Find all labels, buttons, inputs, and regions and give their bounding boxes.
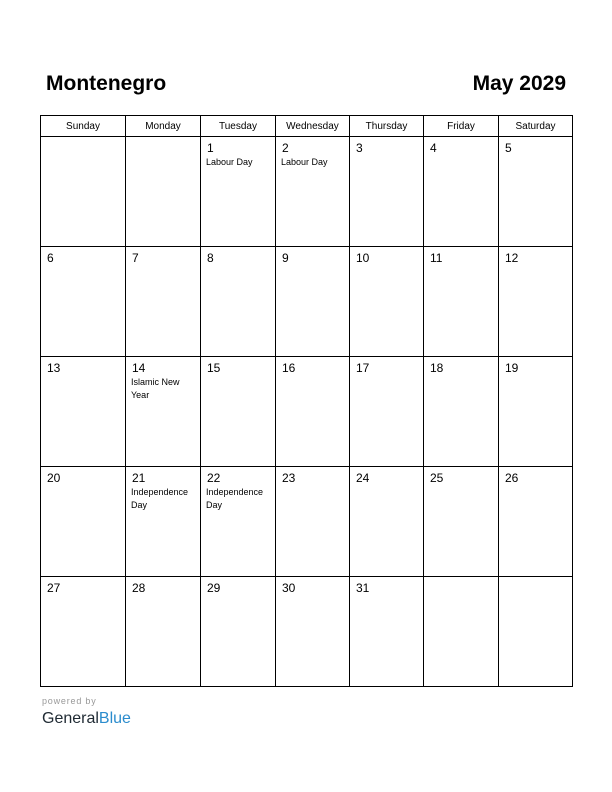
day-number: 15 (207, 361, 221, 375)
day-number: 20 (47, 471, 61, 485)
generalblue-logo (42, 709, 131, 729)
day-number: 12 (505, 251, 519, 265)
day-number: 11 (430, 251, 443, 265)
powered-by-text: powered by (42, 696, 97, 706)
day-cell (201, 577, 276, 687)
day-cell (276, 467, 350, 577)
day-cell (424, 467, 499, 577)
day-number: 24 (356, 471, 370, 485)
weekday-header: Thursday (350, 116, 424, 137)
day-cell (499, 137, 573, 247)
weekday-header: Friday (424, 116, 499, 137)
day-number: 30 (282, 581, 296, 595)
holiday-label: Independence Day (131, 487, 189, 510)
holiday-label: Labour Day (206, 157, 253, 167)
day-cell (41, 357, 126, 467)
day-number: 10 (356, 251, 370, 265)
day-number: 22 (207, 471, 221, 485)
holiday-label: Islamic New Year (131, 377, 180, 400)
day-cell (499, 247, 573, 357)
day-number: 25 (430, 471, 444, 485)
day-number: 28 (132, 581, 146, 595)
day-cell (276, 137, 350, 247)
day-cell (201, 137, 276, 247)
week-row (41, 247, 573, 357)
day-cell (350, 137, 424, 247)
day-number: 29 (207, 581, 221, 595)
calendar-grid (40, 115, 573, 687)
day-cell (350, 247, 424, 357)
day-cell (201, 247, 276, 357)
week-row (41, 357, 573, 467)
day-number: 14 (132, 361, 146, 375)
weekday-header: Tuesday (201, 116, 276, 137)
week-row (41, 577, 573, 687)
day-number: 13 (47, 361, 61, 375)
weekday-header-row (41, 116, 573, 137)
week-row (41, 467, 573, 577)
day-cell (126, 247, 201, 357)
day-number: 4 (430, 141, 437, 155)
day-number: 23 (282, 471, 296, 485)
weekday-header: Wednesday (276, 116, 350, 137)
day-cell (41, 247, 126, 357)
brand-general: General (42, 710, 99, 727)
month-year-title: May 2029 (472, 72, 566, 95)
week-row (41, 137, 573, 247)
day-number: 27 (47, 581, 61, 595)
day-cell (276, 357, 350, 467)
day-number: 21 (132, 471, 146, 485)
day-cell (201, 467, 276, 577)
day-cell (499, 467, 573, 577)
day-cell (41, 467, 126, 577)
day-cell (350, 467, 424, 577)
day-cell (499, 577, 573, 687)
day-cell (424, 247, 499, 357)
day-number: 19 (505, 361, 519, 375)
day-cell (350, 357, 424, 467)
day-cell (499, 357, 573, 467)
day-cell (201, 357, 276, 467)
day-cell (126, 577, 201, 687)
day-number: 16 (282, 361, 296, 375)
country-title: Montenegro (46, 72, 167, 95)
day-number: 5 (505, 141, 512, 155)
day-number: 1 (207, 141, 214, 155)
day-cell (424, 357, 499, 467)
footer-branding (42, 696, 131, 729)
day-cell (276, 577, 350, 687)
day-cell (424, 577, 499, 687)
day-cell (126, 357, 201, 467)
day-cell (126, 137, 201, 247)
day-cell (350, 577, 424, 687)
day-cell (126, 467, 201, 577)
day-number: 18 (430, 361, 444, 375)
day-number: 3 (356, 141, 363, 155)
day-cell (424, 137, 499, 247)
weekday-header: Monday (126, 116, 201, 137)
holiday-label: Labour Day (281, 157, 328, 167)
day-number: 9 (282, 251, 289, 265)
day-number: 2 (282, 141, 289, 155)
weekday-header: Sunday (41, 116, 126, 137)
day-number: 31 (356, 581, 370, 595)
day-number: 17 (356, 361, 370, 375)
weekday-header: Saturday (499, 116, 573, 137)
day-number: 8 (207, 251, 214, 265)
day-cell (276, 247, 350, 357)
holiday-label: Independence Day (206, 487, 264, 510)
day-number: 6 (47, 251, 54, 265)
day-number: 26 (505, 471, 519, 485)
day-number: 7 (132, 251, 139, 265)
brand-blue: Blue (98, 710, 131, 727)
day-cell (41, 577, 126, 687)
day-cell (41, 137, 126, 247)
